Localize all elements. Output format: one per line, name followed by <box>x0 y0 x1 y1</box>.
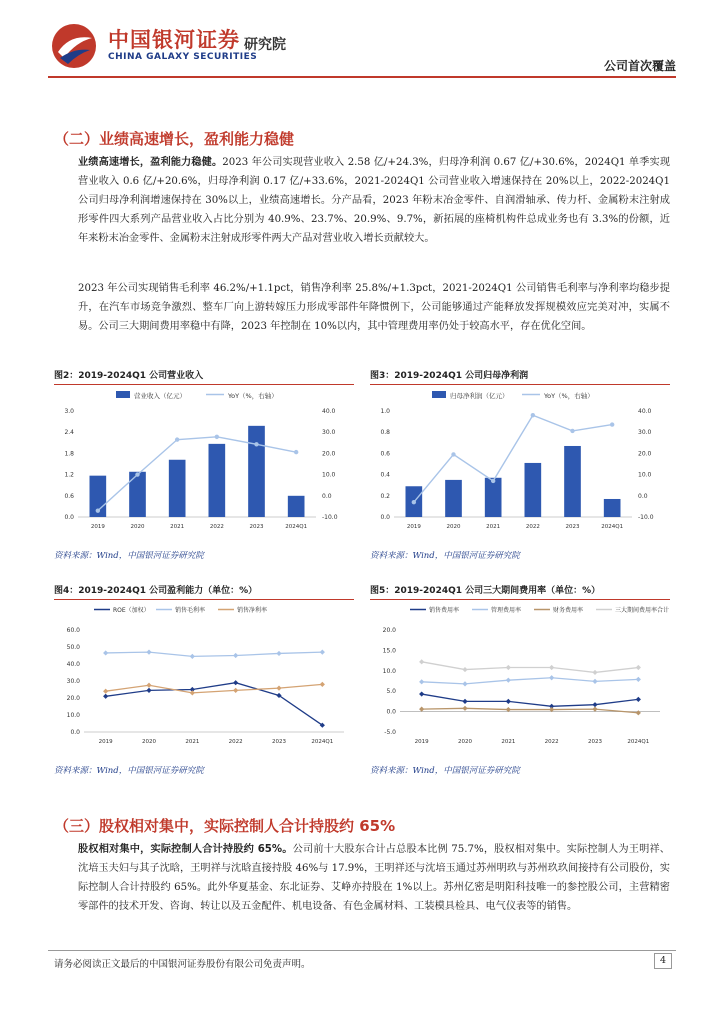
series-line <box>422 694 639 706</box>
x-tick-label: 2020 <box>130 524 145 530</box>
y-tick-label: 40.0 <box>66 661 80 668</box>
y-tick-label: 60.0 <box>66 627 80 634</box>
y-tick-label: 20.0 <box>382 627 396 634</box>
series-point <box>592 679 597 684</box>
x-tick-label: 2019 <box>90 524 105 530</box>
paragraph-lead: 业绩高速增长，盈利能力稳健。 <box>78 157 223 168</box>
series-point <box>276 686 281 691</box>
y-tick-label-right: 0.0 <box>638 492 648 500</box>
legend-label: 销售净利率 <box>237 607 268 614</box>
series-point <box>462 706 467 711</box>
document-type: 公司首次覆盖 <box>603 59 676 73</box>
paragraph-shareholding <box>78 840 670 916</box>
yoy-point <box>491 479 495 483</box>
paragraph-performance <box>78 153 670 248</box>
y-tick-label: 0.0 <box>386 708 396 716</box>
y-tick-label: 10.0 <box>382 667 396 675</box>
y-tick-label-right: 20.0 <box>638 450 652 458</box>
series-point <box>506 665 511 670</box>
x-tick-label: 2022 <box>209 524 224 530</box>
series-point <box>462 667 467 672</box>
figure-title: 图5：2019-2024Q1 公司三大期间费用率（单位：%） <box>370 583 670 600</box>
x-tick-label: 2023 <box>272 739 286 745</box>
y-tick-label: 20.0 <box>66 695 80 702</box>
figure-title: 图2：2019-2024Q1 公司营业收入 <box>54 368 354 385</box>
series-point <box>146 650 151 655</box>
footer-disclaimer: 请务必阅读正文最后的中国银河证券股份有限公司免责声明。 <box>54 959 311 970</box>
series-point <box>419 679 424 684</box>
paragraph-body: 公司前十大股东合计占总股本比例 75.7%，股权相对集中。实际控制人为王明祥、沈培玉夫妇与其子沈晗，王明祥与沈晗直接持股 46%与 17.9%，王明祥还与沈培玉通过苏州明玖与苏州玖玖间接持有公司股份，实际控制人合计持股约 65%。此外华夏基金、东北证券、艾峥亦持股在 1%以上。苏州亿密是明阳科技唯一的参控股公司，主营精密零部件的技术开发、咨询、转让以及五金配件、机电设备、有色金属材料、工装模具检具、电气仪表等的销售。 <box>78 844 670 912</box>
yoy-point <box>254 442 258 446</box>
y-tick-label-left: 0.6 <box>64 492 74 500</box>
y-tick-label: 5.0 <box>386 688 396 696</box>
yoy-point <box>570 429 574 433</box>
bar <box>129 472 146 517</box>
x-tick-label: 2019 <box>98 739 113 745</box>
series-point <box>233 688 238 693</box>
figure-title: 图4：2019-2024Q1 公司盈利能力（单位：%） <box>54 583 354 600</box>
expense-ratio-chart <box>370 600 670 758</box>
page-header <box>0 0 724 80</box>
figure-source: 资料来源：Wind，中国银河证券研究院 <box>370 551 520 561</box>
y-tick-label-right: 30.0 <box>322 429 336 437</box>
series-point <box>103 694 108 699</box>
bar <box>288 496 305 517</box>
x-tick-label: 2021 <box>170 524 185 530</box>
x-tick-label: 2020 <box>446 524 461 530</box>
y-tick-label-left: 0.2 <box>380 492 390 500</box>
paragraph-body: 2023 年公司实现营业收入 2.58 亿/+24.3%，归母净利润 0.67 亿/+30.6%，2024Q1 单季实现营业收入 0.6 亿/+20.6%，归母净利润 0.17 亿/+33.6%，2021-2024Q1 公司营业收入增速保持在 20%以上，2022-2024Q1 公司归母净利润增速保持在 30%以上，业绩高速增长。分产品看，2023 年粉末冶金零件、自润滑轴承、传力杆、金属粉末注射成形零件四大系列产品营业收入占比分别为 40.9%、23.7%、20.9%、9.7%，新拓展的座椅机构件总成业务也有 3.3%的份额，近年来粉末冶金零件、金属粉末注射成形零件两大产品对营业收入增长贡献较大。 <box>78 157 671 244</box>
series-point <box>103 689 108 694</box>
x-tick-label: 2024Q1 <box>285 524 308 530</box>
x-tick-label: 2024Q1 <box>601 524 624 530</box>
series-point <box>146 683 151 688</box>
yoy-point <box>531 413 535 417</box>
bar <box>445 480 462 517</box>
brand-institute: 研究院 <box>244 37 286 53</box>
y-tick-label: 30.0 <box>66 678 80 685</box>
bar <box>485 478 502 517</box>
series-point <box>320 682 325 687</box>
y-tick-label-right: 40.0 <box>638 408 652 415</box>
figure-source: 资料来源：Wind，中国银河证券研究院 <box>54 551 204 561</box>
yoy-point <box>451 452 455 456</box>
series-line <box>106 683 323 726</box>
bar <box>169 460 186 517</box>
y-tick-label-right: 10.0 <box>638 471 652 479</box>
bar <box>209 444 226 517</box>
series-point <box>636 677 641 682</box>
figure-revenue <box>54 368 354 561</box>
x-tick-label: 2022 <box>228 739 243 745</box>
x-tick-label: 2019 <box>406 524 421 530</box>
revenue-chart <box>54 385 354 543</box>
y-tick-label-left: 3.0 <box>64 408 74 415</box>
bar <box>604 499 621 517</box>
series-point <box>190 690 195 695</box>
header-divider <box>48 76 676 78</box>
y-tick-label: 15.0 <box>382 647 396 655</box>
x-tick-label: 2022 <box>544 739 559 745</box>
series-point <box>549 665 554 670</box>
figure-expense-ratio <box>370 583 670 776</box>
section-title-performance: （二）业绩高速增长，盈利能力稳健 <box>54 130 295 148</box>
yoy-point <box>412 500 416 504</box>
series-point <box>592 707 597 712</box>
y-tick-label-left: 1.8 <box>64 450 74 458</box>
y-tick-label-right: 30.0 <box>638 429 652 437</box>
series-point <box>549 675 554 680</box>
legend-label: 归母净利润（亿元） <box>450 392 509 400</box>
legend-label: 管理费用率 <box>491 607 522 614</box>
y-tick-label-left: 0.8 <box>380 429 390 437</box>
legend-label: ROE（加权） <box>113 607 150 614</box>
y-tick-label-right: -10.0 <box>322 514 338 521</box>
series-point <box>233 680 238 685</box>
paragraph-lead: 股权相对集中，实际控制人合计持股约 65%。 <box>78 844 293 855</box>
figure-net-profit <box>370 368 670 561</box>
series-line <box>106 652 323 656</box>
x-tick-label: 2024Q1 <box>627 739 650 745</box>
series-point <box>636 710 641 715</box>
series-point <box>190 654 195 659</box>
yoy-point <box>294 450 298 454</box>
y-tick-label-left: 0.6 <box>380 450 390 458</box>
series-point <box>506 678 511 683</box>
yoy-point <box>215 435 219 439</box>
figure-source: 资料来源：Wind，中国银河证券研究院 <box>54 766 204 776</box>
y-tick-label-right: 10.0 <box>322 471 336 479</box>
y-tick-label-right: -10.0 <box>638 514 654 521</box>
series-point <box>276 651 281 656</box>
legend-label: 销售费用率 <box>429 607 460 614</box>
section-title-shareholding: （三）股权相对集中，实际控制人合计持股约 65% <box>54 817 396 835</box>
series-point <box>419 707 424 712</box>
x-tick-label: 2023 <box>565 524 580 530</box>
legend-swatch-bar <box>116 391 130 398</box>
series-point <box>462 681 467 686</box>
x-tick-label: 2021 <box>501 739 516 745</box>
x-tick-label: 2024Q1 <box>311 739 334 745</box>
series-point <box>419 691 424 696</box>
y-tick-label-left: 1.2 <box>64 471 74 479</box>
y-tick-label-right: 40.0 <box>322 408 336 415</box>
series-line <box>422 678 639 684</box>
brand-name-en: CHINA GALAXY SECURITIES <box>108 52 258 62</box>
bar <box>564 446 581 517</box>
yoy-point <box>610 422 614 426</box>
y-tick-label-left: 1.0 <box>380 408 390 415</box>
legend-label: 三大期间费用率合计 <box>615 607 670 614</box>
figure-profitability <box>54 583 354 776</box>
paragraph-margins: 2023 年公司实现销售毛利率 46.2%/+1.1pct，销售净利率 25.8%/+1.3pct，2021-2024Q1 公司销售毛利率与净利率均稳步提升，在汽车市场竞争激烈、整车厂向上游转嫁压力形成零部件年降惯例下，公司能够通过产能释放发挥规模效应完美对冲，实属不易。公司三大期间费用率稳中有降，2023 年控制在 10%以内，其中管理费用率仍处于较高水平，存在优化空间。 <box>78 283 670 332</box>
y-tick-label-left: 0.0 <box>380 514 390 521</box>
series-point <box>233 653 238 658</box>
x-tick-label: 2019 <box>414 739 429 745</box>
y-tick-label-right: 20.0 <box>322 450 336 458</box>
profitability-chart <box>54 600 354 758</box>
y-tick-label: 10.0 <box>66 712 80 719</box>
series-point <box>636 665 641 670</box>
y-tick-label: 50.0 <box>66 644 80 651</box>
series-line <box>422 708 639 712</box>
yoy-line <box>98 437 296 511</box>
series-point <box>592 670 597 675</box>
yoy-point <box>96 508 100 512</box>
series-point <box>419 659 424 664</box>
series-point <box>103 650 108 655</box>
x-tick-label: 2021 <box>486 524 501 530</box>
legend-label: 财务费用率 <box>553 607 584 614</box>
series-line <box>422 662 639 673</box>
figure-source: 资料来源：Wind，中国银河证券研究院 <box>370 766 520 776</box>
y-tick-label-left: 0.0 <box>64 514 74 521</box>
series-point <box>462 699 467 704</box>
x-tick-label: 2022 <box>525 524 540 530</box>
x-tick-label: 2021 <box>185 739 200 745</box>
series-point <box>636 697 641 702</box>
y-tick-label: 0.0 <box>70 729 80 736</box>
net-profit-chart <box>370 385 670 543</box>
x-tick-label: 2020 <box>458 739 472 745</box>
x-tick-label: 2023 <box>588 739 602 745</box>
legend-label: 销售毛利率 <box>175 607 206 614</box>
y-tick-label-left: 2.4 <box>64 429 74 437</box>
yoy-line <box>414 415 612 502</box>
y-tick-label-right: 0.0 <box>322 492 332 500</box>
series-point <box>146 688 151 693</box>
page-number: 4 <box>654 953 672 969</box>
galaxy-logo-icon <box>50 22 98 70</box>
series-point <box>506 699 511 704</box>
y-tick-label-left: 0.4 <box>380 471 390 479</box>
footer-divider <box>48 950 676 951</box>
legend-label: YoY（%，右轴） <box>544 392 594 400</box>
series-point <box>320 650 325 655</box>
yoy-point <box>135 472 139 476</box>
y-tick-label: -5.0 <box>384 729 396 736</box>
yoy-point <box>175 437 179 441</box>
x-tick-label: 2020 <box>142 739 156 745</box>
figure-title: 图3：2019-2024Q1 公司归母净利润 <box>370 368 670 385</box>
series-point <box>592 702 597 707</box>
legend-label: 营业收入（亿元） <box>134 392 186 400</box>
legend-swatch-bar <box>432 391 446 398</box>
x-tick-label: 2023 <box>249 524 264 530</box>
bar <box>525 463 542 517</box>
bar <box>248 426 265 517</box>
legend-label: YoY（%，右轴） <box>228 392 278 400</box>
brand-name: 中国银河证券 <box>108 28 240 52</box>
